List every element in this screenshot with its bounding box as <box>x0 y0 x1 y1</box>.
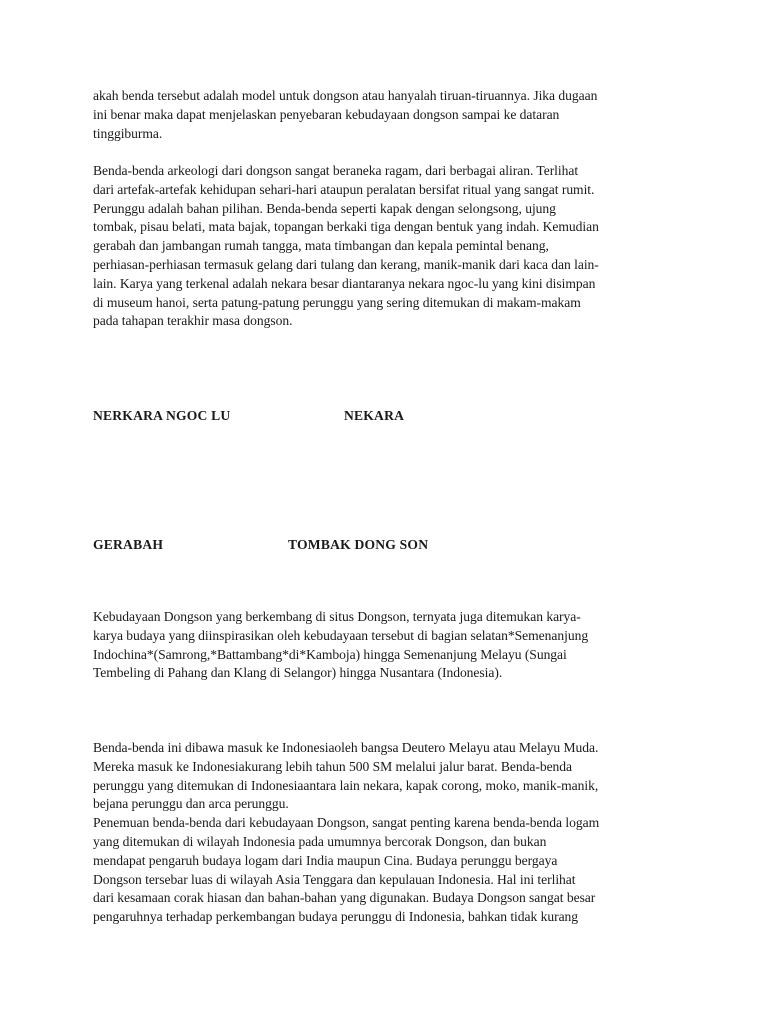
text-line: Mereka masuk ke Indonesiakurang lebih tahun 500 SM melalui jalur barat. Benda-benda <box>93 758 573 774</box>
text-line: gerabah dan jambangan rumah tangga, mata timbangan dan kepala pemintal benang, <box>93 238 549 254</box>
paragraph-archaeological-objects <box>93 162 683 331</box>
text-line: pengaruhnya terhadap perkembangan budaya perunggu di Indonesia, bahkan tidak kurang <box>93 909 579 925</box>
text-line: dari artefak-artefak kehidupan sehari-hari ataupun peralatan bersifat ritual yang sangat rumit. <box>93 181 595 197</box>
text-line: pada tahapan terakhir masa dongson. <box>93 313 293 329</box>
paragraph-dongson-spread <box>93 608 683 683</box>
text-line: Benda-benda arkeologi dari dongson sangat beraneka ragam, dari berbagai aliran. Terlihat <box>93 163 579 178</box>
text-line: di museum hanoi, serta patung-patung perunggu yang sering ditemukan di makam-makam <box>93 294 581 310</box>
paragraph-bronze-objects <box>93 739 683 927</box>
caption-tombak-dong-son: TOMBAK DONG SON <box>288 537 429 552</box>
paragraph-dongson-model <box>93 87 683 143</box>
text-line: Kebudayaan Dongson yang berkembang di situs Dongson, ternyata juga ditemukan karya- <box>93 609 581 624</box>
text-line: Perunggu adalah bahan pilihan. Benda-benda seperti kapak dengan selongsong, ujung <box>93 200 556 216</box>
text-line: tombak, pisau belati, mata bajak, topangan berkaki tiga dengan bentuk yang indah. Kemudian <box>93 219 599 235</box>
text-line: Penemuan benda-benda dari kebudayaan Dongson, sangat penting karena benda-benda logam <box>93 815 600 831</box>
text-line: akah benda tersebut adalah model untuk dongson atau hanyalah tiruan-tiruannya. Jika dugaan <box>93 88 598 103</box>
text-line: mendapat pengaruh budaya logam dari India maupun Cina. Budaya perunggu bergaya <box>93 852 558 868</box>
caption-gerabah: GERABAH <box>93 537 164 552</box>
text-line: lain. Karya yang terkenal adalah nekara besar diantaranya nekara ngoc-lu yang kini disimpan <box>93 275 596 291</box>
caption-nerkara-ngoc-lu: NERKARA NGOC LU <box>93 408 231 423</box>
text-line: Dongson tersebar luas di wilayah Asia Tenggara dan kepulauan Indonesia. Hal ini terlihat <box>93 871 576 887</box>
caption-nekara: NEKARA <box>344 408 405 423</box>
text-line: dari kesamaan corak hiasan dan bahan-bahan yang digunakan. Budaya Dongson sangat besar <box>93 890 596 906</box>
text-line: bejana perunggu dan arca perunggu. <box>93 796 289 812</box>
text-line: perhiasan-perhiasan termasuk gelang dari tulang dan kerang, manik-manik dari kaca dan lain- <box>93 256 599 272</box>
text-line: karya budaya yang diinspirasikan oleh kebudayaan tersebut di bagian selatan*Semenanjung <box>93 627 589 643</box>
text-line: Tembeling di Pahang dan Klang di Selangor) hingga Nusantara (Indonesia). <box>93 665 503 681</box>
text-line: Benda-benda ini dibawa masuk ke Indonesiaoleh bangsa Deutero Melayu atau Melayu Muda. <box>93 740 599 755</box>
text-line: Indochina*(Samrong,*Battambang*di*Kamboja) hingga Semenanjung Melayu (Sungai <box>93 646 567 662</box>
text-line: ini benar maka dapat menjelaskan penyebaran kebudayaan dongson sampai ke dataran <box>93 106 560 122</box>
text-line: perunggu yang ditemukan di Indonesiaantara lain nekara, kapak corong, moko, manik-manik, <box>93 777 599 793</box>
text-line: yang ditemukan di wilayah Indonesia pada umumnya bercorak Dongson, dan bukan <box>93 833 547 849</box>
text-line: tinggiburma. <box>93 125 163 141</box>
